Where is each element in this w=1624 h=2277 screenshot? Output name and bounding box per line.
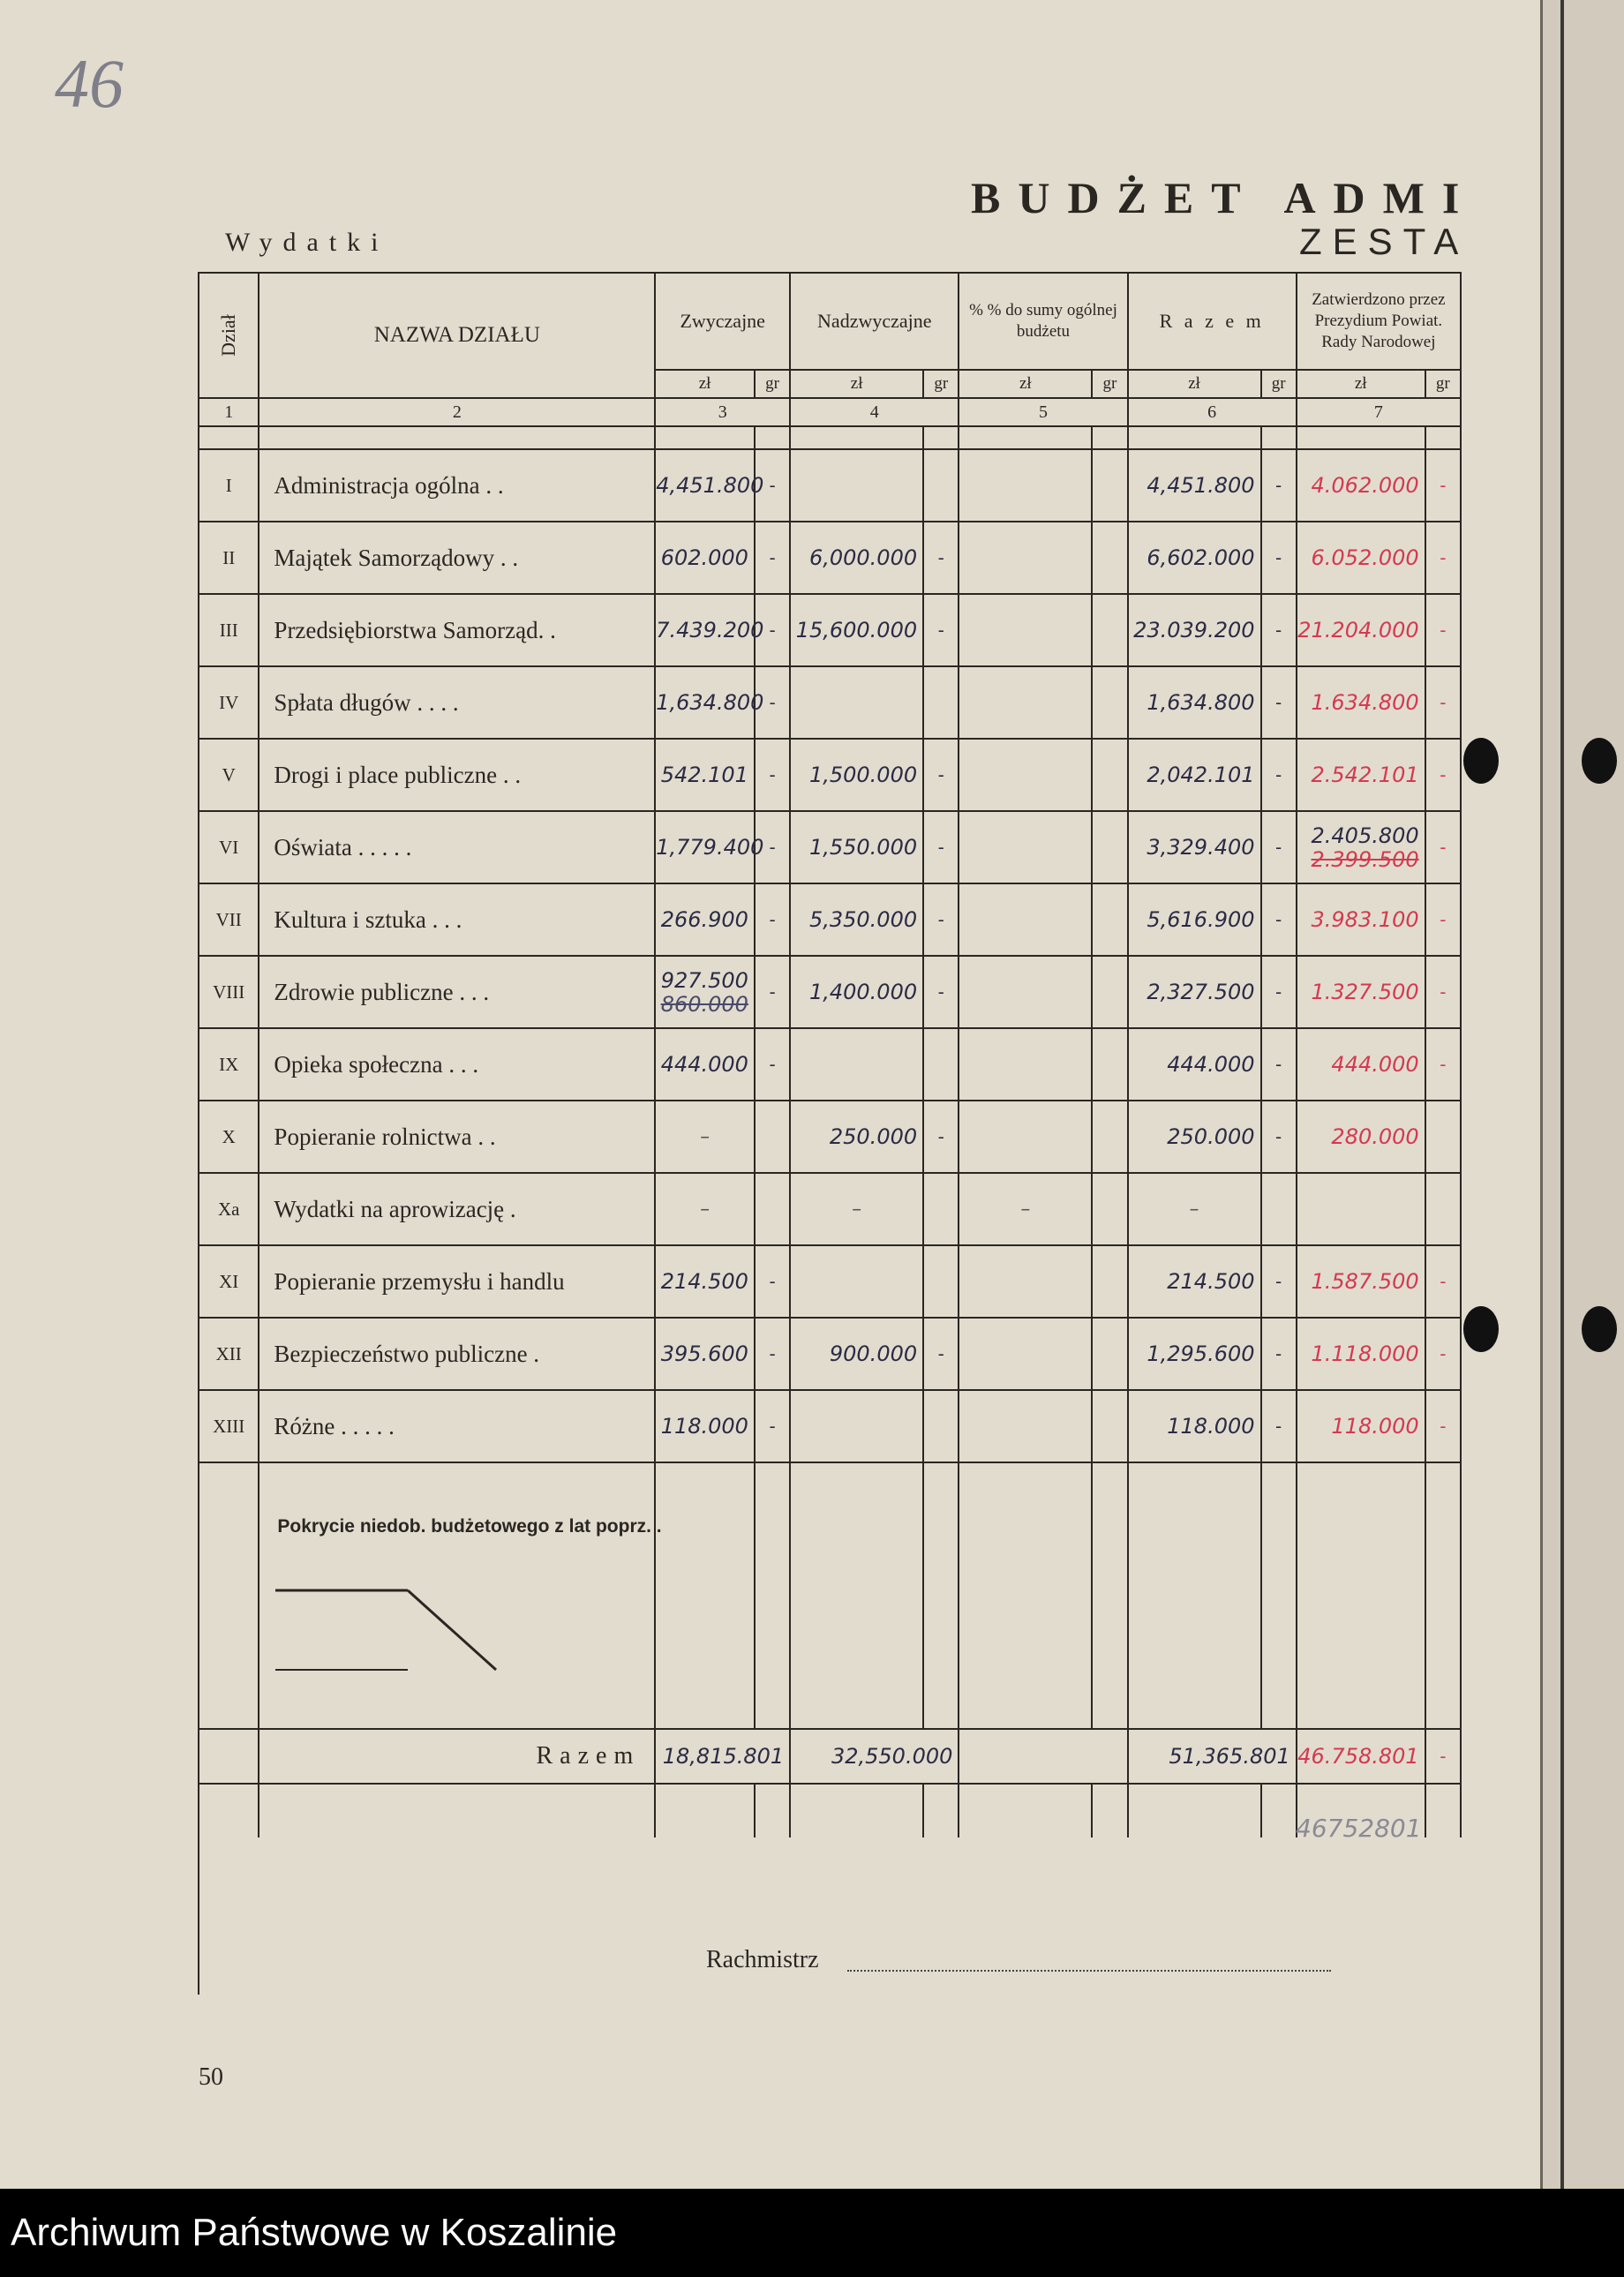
- row-name: Różne . . . . .: [259, 1390, 655, 1462]
- row-nadzwyczajne-gr: -: [923, 1318, 959, 1390]
- row-procent: [959, 522, 1092, 594]
- row-zatwierdzono: [1297, 811, 1425, 883]
- row-razem: 1,634.800: [1128, 666, 1261, 739]
- row-zwyczajne: 542.101: [655, 739, 755, 811]
- row-nadzwyczajne: –: [790, 1173, 923, 1245]
- row-razem-gr: -: [1261, 666, 1297, 739]
- row-procent: [959, 1028, 1092, 1101]
- column-number: 1: [199, 398, 259, 426]
- table-row: [199, 666, 1461, 739]
- row-razem-gr: -: [1261, 594, 1297, 666]
- row-zwyczajne-gr: -: [755, 739, 790, 811]
- row-zwyczajne: 602.000: [655, 522, 755, 594]
- spacer-row: [199, 426, 1461, 449]
- page-number: 50: [199, 2063, 223, 2091]
- column-number: 6: [1128, 398, 1297, 426]
- table-row: [199, 1028, 1461, 1101]
- archive-caption: Archiwum Państwowe w Koszalinie: [0, 2189, 1624, 2277]
- row-razem-gr: -: [1261, 739, 1297, 811]
- row-zatwierdzono-gr: -: [1425, 1245, 1461, 1318]
- binding-line: [1560, 0, 1564, 2189]
- row-razem-gr: -: [1261, 449, 1297, 522]
- row-zwyczajne: –: [655, 1101, 755, 1173]
- column-number: 2: [259, 398, 655, 426]
- row-zatwierdzono-gr: -: [1425, 449, 1461, 522]
- margin-rule: [198, 1642, 199, 1995]
- cover-label: Pokrycie niedob. budżetowego z lat poprz. .: [277, 1516, 662, 1537]
- signature-line: [847, 1970, 1331, 1972]
- row-number: V: [199, 739, 259, 811]
- row-number: VIII: [199, 956, 259, 1028]
- row-nadzwyczajne-gr: [923, 1028, 959, 1101]
- row-procent: [959, 811, 1092, 883]
- table-row: [199, 1318, 1461, 1390]
- table-row: [199, 883, 1461, 956]
- row-razem: 3,329.400: [1128, 811, 1261, 883]
- row-procent: [959, 1390, 1092, 1462]
- row-nadzwyczajne: [790, 449, 923, 522]
- row-zwyczajne-gr: -: [755, 1390, 790, 1462]
- row-zwyczajne-gr: -: [755, 449, 790, 522]
- row-name: Opieka społeczna . . .: [259, 1028, 655, 1101]
- row-procent: [959, 449, 1092, 522]
- cover-row: [199, 1462, 1461, 1729]
- rachmistrz-label: Rachmistrz: [706, 1946, 819, 1973]
- header-nazwa: NAZWA DZIAŁU: [259, 273, 655, 398]
- row-razem-gr: [1261, 1173, 1297, 1245]
- row-zatwierdzono: 280.000: [1297, 1101, 1425, 1173]
- row-procent-gr: [1092, 666, 1127, 739]
- row-procent-gr: [1092, 956, 1127, 1028]
- row-zwyczajne-gr: -: [755, 522, 790, 594]
- row-nadzwyczajne: 900.000: [790, 1318, 923, 1390]
- next-page-edge: [1543, 0, 1624, 2189]
- row-name: Oświata . . . . .: [259, 811, 655, 883]
- row-zwyczajne: 4,451.800: [655, 449, 755, 522]
- row-razem-gr: -: [1261, 1245, 1297, 1318]
- total-zatwierdzono: 46.758.801: [1297, 1729, 1425, 1784]
- row-zatwierdzono: 6.052.000: [1297, 522, 1425, 594]
- page-subtitle: ZESTA: [1299, 221, 1470, 262]
- row-zwyczajne: [655, 956, 755, 1028]
- row-procent: [959, 739, 1092, 811]
- row-zwyczajne: 395.600: [655, 1318, 755, 1390]
- unit-gr: gr: [755, 370, 790, 398]
- row-nadzwyczajne: [790, 1390, 923, 1462]
- row-razem: 5,616.900: [1128, 883, 1261, 956]
- row-nadzwyczajne-gr: -: [923, 811, 959, 883]
- row-zatwierdzono-gr: -: [1425, 883, 1461, 956]
- row-procent: [959, 594, 1092, 666]
- row-zatwierdzono-gr: -: [1425, 1390, 1461, 1462]
- row-razem-gr: -: [1261, 883, 1297, 956]
- row-zatwierdzono: 444.000: [1297, 1028, 1425, 1101]
- row-name: Przedsiębiorstwa Samorząd. .: [259, 594, 655, 666]
- column-number: 7: [1297, 398, 1461, 426]
- row-zwyczajne: 7.439.200: [655, 594, 755, 666]
- budget-rows: [199, 449, 1461, 1462]
- row-procent: [959, 1101, 1092, 1173]
- table-row: [199, 1173, 1461, 1245]
- unit-zl: zł: [959, 370, 1092, 398]
- row-nadzwyczajne-gr: -: [923, 739, 959, 811]
- total-row: [199, 1729, 1461, 1784]
- row-procent: [959, 666, 1092, 739]
- row-nadzwyczajne-gr: [923, 1245, 959, 1318]
- row-zatwierdzono-value: 2.405.800: [1311, 823, 1419, 848]
- row-zatwierdzono-gr: -: [1425, 522, 1461, 594]
- handwritten-total-note: 46752801: [1296, 1814, 1422, 1843]
- cover-cell: [259, 1462, 662, 1729]
- row-nadzwyczajne: 1,550.000: [790, 811, 923, 883]
- row-procent: [959, 1318, 1092, 1390]
- row-zatwierdzono-gr: [1425, 1173, 1461, 1245]
- row-zwyczajne: 214.500: [655, 1245, 755, 1318]
- header-procent: % % do sumy ogólnej budżetu: [959, 273, 1127, 370]
- row-nadzwyczajne: 6,000.000: [790, 522, 923, 594]
- row-number: IV: [199, 666, 259, 739]
- row-zwyczajne-gr: -: [755, 1318, 790, 1390]
- row-name: Drogi i place publiczne . .: [259, 739, 655, 811]
- section-label: Wydatki: [225, 228, 389, 257]
- row-nadzwyczajne: [790, 1028, 923, 1101]
- row-nadzwyczajne-gr: -: [923, 594, 959, 666]
- row-razem: 23.039.200: [1128, 594, 1261, 666]
- row-number: III: [199, 594, 259, 666]
- row-zatwierdzono-gr: -: [1425, 1318, 1461, 1390]
- row-razem: 444.000: [1128, 1028, 1261, 1101]
- unit-gr: gr: [1261, 370, 1297, 398]
- table-header-row: [199, 273, 1461, 370]
- row-zwyczajne-gr: -: [755, 1028, 790, 1101]
- row-procent-gr: [1092, 522, 1127, 594]
- table-row: [199, 522, 1461, 594]
- row-zwyczajne: 118.000: [655, 1390, 755, 1462]
- row-zwyczajne-gr: -: [755, 1245, 790, 1318]
- row-nadzwyczajne-gr: [923, 449, 959, 522]
- row-zatwierdzono-struck: 2.399.500: [1311, 847, 1419, 872]
- row-name: Zdrowie publiczne . . .: [259, 956, 655, 1028]
- row-nadzwyczajne-gr: -: [923, 956, 959, 1028]
- table-row: [199, 1390, 1461, 1462]
- row-number: X: [199, 1101, 259, 1173]
- row-zwyczajne-gr: -: [755, 956, 790, 1028]
- header-nadzwyczajne: Nadzwyczajne: [790, 273, 959, 370]
- row-procent-gr: [1092, 1390, 1127, 1462]
- row-procent: [959, 883, 1092, 956]
- row-number: II: [199, 522, 259, 594]
- unit-gr: gr: [1092, 370, 1127, 398]
- row-procent-gr: [1092, 449, 1127, 522]
- total-zatwierdzono-gr: -: [1425, 1729, 1461, 1784]
- row-razem: –: [1128, 1173, 1261, 1245]
- row-zwyczajne-value: 927.500: [660, 968, 748, 993]
- row-zatwierdzono: 3.983.100: [1297, 883, 1425, 956]
- row-number: IX: [199, 1028, 259, 1101]
- row-razem: 6,602.000: [1128, 522, 1261, 594]
- row-nadzwyczajne-gr: -: [923, 883, 959, 956]
- budget-table: [198, 272, 1462, 1837]
- row-zwyczajne: 1,634.800: [655, 666, 755, 739]
- row-zatwierdzono: 2.542.101: [1297, 739, 1425, 811]
- row-zatwierdzono: 1.587.500: [1297, 1245, 1425, 1318]
- tail-row: [199, 1784, 1461, 1837]
- page-title: BUDŻET ADMI: [971, 173, 1477, 222]
- row-razem: 4,451.800: [1128, 449, 1261, 522]
- row-zwyczajne-struck: 860.000: [660, 992, 748, 1017]
- row-nadzwyczajne: [790, 666, 923, 739]
- column-number-row: [199, 398, 1461, 426]
- row-razem-gr: -: [1261, 811, 1297, 883]
- row-razem: 250.000: [1128, 1101, 1261, 1173]
- row-name: Popieranie rolnictwa . .: [259, 1101, 655, 1173]
- row-nadzwyczajne: 5,350.000: [790, 883, 923, 956]
- row-nadzwyczajne: 250.000: [790, 1101, 923, 1173]
- row-name: Majątek Samorządowy . .: [259, 522, 655, 594]
- row-zatwierdzono: [1297, 1173, 1425, 1245]
- row-nadzwyczajne: 1,500.000: [790, 739, 923, 811]
- table-row: [199, 739, 1461, 811]
- row-name: Bezpieczeństwo publiczne .: [259, 1318, 655, 1390]
- row-number: XII: [199, 1318, 259, 1390]
- row-zatwierdzono: 21.204.000: [1297, 594, 1425, 666]
- row-zatwierdzono-gr: -: [1425, 594, 1461, 666]
- row-zwyczajne-gr: -: [755, 666, 790, 739]
- row-number: XIII: [199, 1390, 259, 1462]
- column-number: 5: [959, 398, 1127, 426]
- row-zatwierdzono: 4.062.000: [1297, 449, 1425, 522]
- row-nadzwyczajne-gr: [923, 666, 959, 739]
- table-row: [199, 1245, 1461, 1318]
- row-nadzwyczajne-gr: -: [923, 522, 959, 594]
- row-procent-gr: [1092, 1028, 1127, 1101]
- row-zwyczajne: 444.000: [655, 1028, 755, 1101]
- column-number: 4: [790, 398, 959, 426]
- column-number: 3: [655, 398, 790, 426]
- row-procent-gr: [1092, 811, 1127, 883]
- unit-zl: zł: [790, 370, 923, 398]
- row-procent: [959, 1245, 1092, 1318]
- row-zatwierdzono: 118.000: [1297, 1390, 1425, 1462]
- punch-hole: [1463, 1306, 1499, 1352]
- row-razem-gr: -: [1261, 1318, 1297, 1390]
- punch-hole: [1463, 738, 1499, 784]
- row-number: Xa: [199, 1173, 259, 1245]
- total-razem: 51,365.801: [1128, 1729, 1297, 1784]
- unit-zl: zł: [1297, 370, 1425, 398]
- row-zatwierdzono: 1.327.500: [1297, 956, 1425, 1028]
- total-label: Razem: [259, 1729, 655, 1784]
- row-razem: 118.000: [1128, 1390, 1261, 1462]
- row-name: Spłata długów . . . .: [259, 666, 655, 739]
- row-zatwierdzono-gr: -: [1425, 811, 1461, 883]
- row-nadzwyczajne-gr: -: [923, 1101, 959, 1173]
- row-procent: [959, 956, 1092, 1028]
- row-zatwierdzono: 1.118.000: [1297, 1318, 1425, 1390]
- row-procent-gr: [1092, 1318, 1127, 1390]
- punch-hole: [1582, 738, 1617, 784]
- unit-gr: gr: [923, 370, 959, 398]
- unit-zl: zł: [655, 370, 755, 398]
- row-nadzwyczajne: 15,600.000: [790, 594, 923, 666]
- row-zwyczajne-gr: [755, 1101, 790, 1173]
- unit-zl: zł: [1128, 370, 1261, 398]
- row-name: Wydatki na aprowizację .: [259, 1173, 655, 1245]
- unit-gr: gr: [1425, 370, 1461, 398]
- row-razem: 214.500: [1128, 1245, 1261, 1318]
- row-razem-gr: -: [1261, 522, 1297, 594]
- row-procent-gr: [1092, 1173, 1127, 1245]
- row-zatwierdzono-gr: -: [1425, 1028, 1461, 1101]
- table-row: [199, 449, 1461, 522]
- row-zwyczajne: 1,779.400: [655, 811, 755, 883]
- table-row: [199, 956, 1461, 1028]
- cover-bracket-lines: [275, 1555, 523, 1696]
- corner-note: 46: [55, 45, 124, 122]
- table-row: [199, 594, 1461, 666]
- row-razem: 2,042.101: [1128, 739, 1261, 811]
- row-number: VII: [199, 883, 259, 956]
- row-razem: 2,327.500: [1128, 956, 1261, 1028]
- header-dzial: Dział: [199, 273, 259, 398]
- row-nadzwyczajne-gr: [923, 1173, 959, 1245]
- row-razem-gr: -: [1261, 956, 1297, 1028]
- row-zatwierdzono-gr: -: [1425, 956, 1461, 1028]
- row-nadzwyczajne-gr: [923, 1390, 959, 1462]
- punch-hole: [1582, 1306, 1617, 1352]
- row-zwyczajne: 266.900: [655, 883, 755, 956]
- header-zwyczajne: Zwyczajne: [655, 273, 790, 370]
- row-procent-gr: [1092, 1101, 1127, 1173]
- row-zwyczajne-gr: -: [755, 811, 790, 883]
- row-razem: 1,295.600: [1128, 1318, 1261, 1390]
- row-name: Kultura i sztuka . . .: [259, 883, 655, 956]
- table-row: [199, 1101, 1461, 1173]
- row-procent-gr: [1092, 1245, 1127, 1318]
- table-row: [199, 811, 1461, 883]
- row-razem-gr: -: [1261, 1390, 1297, 1462]
- row-zatwierdzono-gr: -: [1425, 666, 1461, 739]
- row-zwyczajne: –: [655, 1173, 755, 1245]
- header-razem: R a z e m: [1128, 273, 1297, 370]
- row-name: Popieranie przemysłu i handlu: [259, 1245, 655, 1318]
- row-procent-gr: [1092, 594, 1127, 666]
- row-zwyczajne-gr: [755, 1173, 790, 1245]
- row-name: Administracja ogólna . .: [259, 449, 655, 522]
- row-razem-gr: -: [1261, 1028, 1297, 1101]
- row-number: I: [199, 449, 259, 522]
- row-number: VI: [199, 811, 259, 883]
- row-razem-gr: -: [1261, 1101, 1297, 1173]
- row-procent-gr: [1092, 739, 1127, 811]
- total-nadzwyczajne: 32,550.000: [790, 1729, 959, 1784]
- row-number: XI: [199, 1245, 259, 1318]
- row-zwyczajne-gr: -: [755, 594, 790, 666]
- total-zwyczajne: 18,815.801: [655, 1729, 790, 1784]
- row-nadzwyczajne: 1,400.000: [790, 956, 923, 1028]
- row-procent-gr: [1092, 883, 1127, 956]
- row-procent: –: [959, 1173, 1092, 1245]
- header-zatwierdzono: Zatwierdzono przez Prezydium Powiat. Rady Narodowej: [1297, 273, 1461, 370]
- row-zatwierdzono-gr: [1425, 1101, 1461, 1173]
- row-zatwierdzono: 1.634.800: [1297, 666, 1425, 739]
- row-nadzwyczajne: [790, 1245, 923, 1318]
- row-zwyczajne-gr: -: [755, 883, 790, 956]
- row-zatwierdzono-gr: -: [1425, 739, 1461, 811]
